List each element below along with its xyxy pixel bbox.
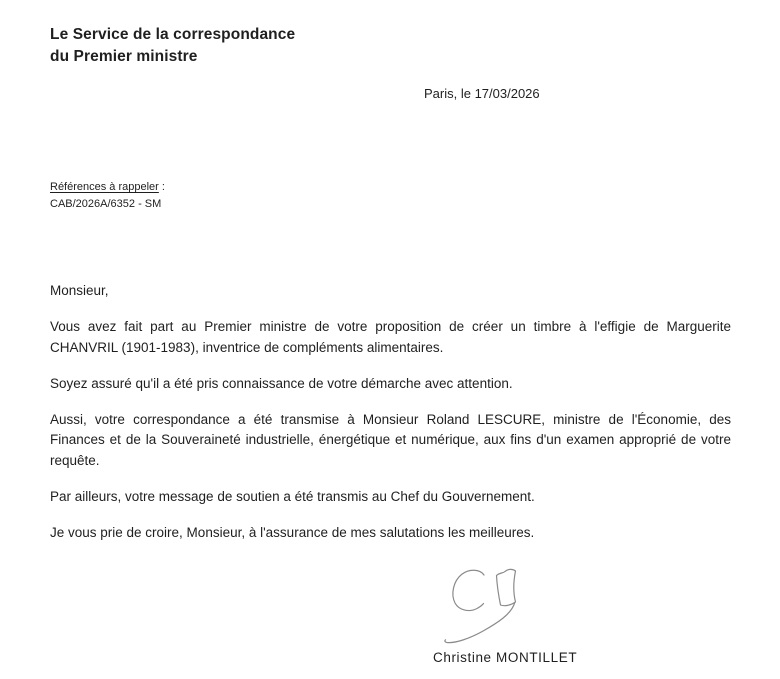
handwritten-signature-icon (430, 559, 550, 654)
references-label: Références à rappeler (50, 181, 159, 193)
signer-name: Christine MONTILLET (433, 650, 578, 665)
references-value: CAB/2026A/6352 - SM (50, 197, 162, 210)
signature-tail (445, 604, 515, 643)
sender-line-1: Le Service de la correspondance (50, 26, 296, 43)
sender-block (50, 24, 295, 68)
paragraph: Par ailleurs, votre message de soutien a été transmis au Chef du Gouvernement. (50, 488, 535, 504)
references-heading (50, 179, 165, 196)
salutation: Monsieur, (50, 283, 109, 298)
letter-body (50, 281, 731, 559)
signature-initial-m (497, 569, 516, 605)
signature-initial-c (453, 570, 484, 610)
paragraph: Aussi, votre correspondance a été transmise à Monsieur Roland LESCURE, ministre de l'Économie, des Finances et de la Souveraineté industrielle, énergétique et numérique, aux fins d'un examen approprié de votre requête. (50, 411, 731, 468)
paragraph: Soyez assuré qu'il a été pris connaissance de votre démarche avec attention. (50, 375, 513, 391)
dateline: Paris, le 17/03/2026 (424, 86, 540, 101)
references-block (50, 179, 165, 212)
paragraph: Je vous prie de croire, Monsieur, à l'assurance de mes salutations les meilleures. (50, 524, 535, 540)
sender-line-2: du Premier ministre (50, 48, 198, 65)
paragraph: Vous avez fait part au Premier ministre de votre proposition de créer un timbre à l'effigie de Marguerite CHANVRIL (1901-1983), inventrice de compléments alimentaires. (50, 319, 731, 355)
references-separator: : (158, 181, 165, 193)
